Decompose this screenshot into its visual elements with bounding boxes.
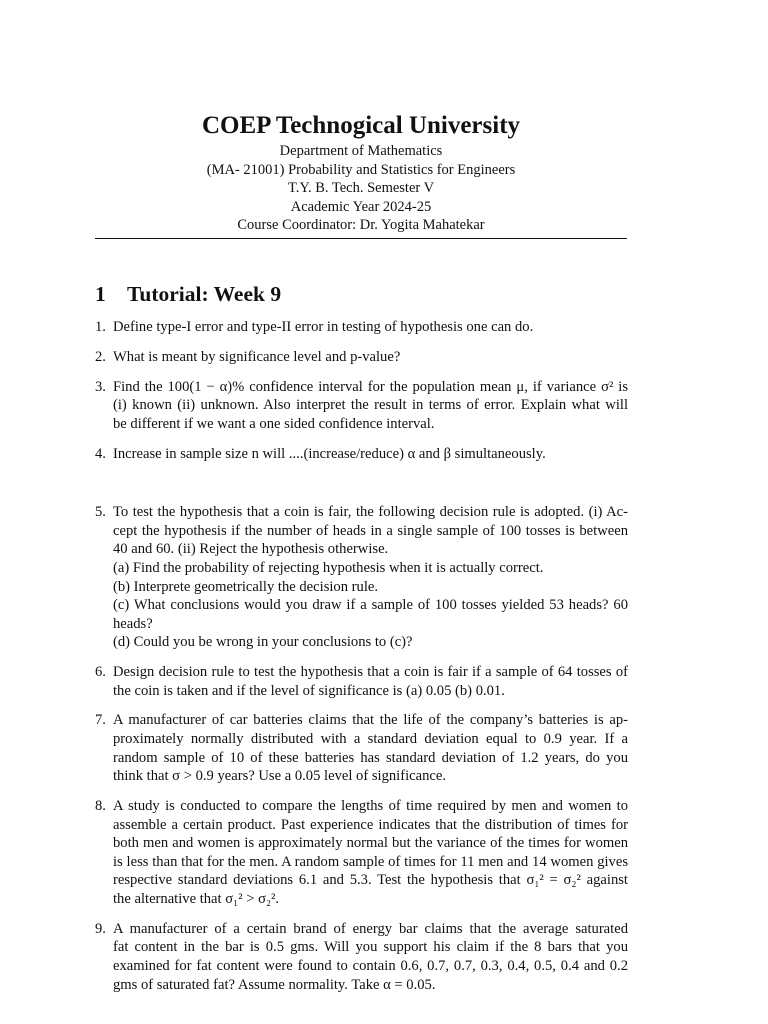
question-text: random sample of 10 of these batteries has standard deviation of 1.2 years, do you <box>113 749 628 766</box>
question-number: 5. <box>95 504 106 521</box>
question-number: 3. <box>95 378 106 395</box>
subpart-text: heads? <box>113 615 153 632</box>
question-text: the alternative that σ₁² > σ₂². <box>113 890 280 907</box>
question-text: respective standard deviations 6.1 and 5.3. Test the hypothesis that σ₁² = σ₂² against <box>113 872 628 889</box>
question-number: 7. <box>95 712 106 729</box>
university-name: COEP Technogical University <box>201 112 521 139</box>
question-text: think that σ > 0.9 years? Use a 0.05 level of significance. <box>113 768 447 785</box>
question-text: Define type-I error and type-II error in testing of hypothesis one can do. <box>113 319 534 335</box>
question-text: be different if we want a one sided confidence interval. <box>113 415 435 432</box>
question-item <box>95 445 628 464</box>
section-number: 1 <box>95 282 106 306</box>
question-number: 4. <box>95 445 106 462</box>
section-heading <box>95 280 281 308</box>
question-item <box>95 348 628 367</box>
question-item <box>95 503 628 652</box>
question-number: 9. <box>95 920 106 937</box>
question-text: proximately normally distributed with a standard deviation equal to 0.9 year. If a <box>113 731 628 748</box>
question-item <box>95 663 628 700</box>
question-text: What is meant by significance level and p-value? <box>113 348 401 365</box>
question-item <box>95 378 628 434</box>
question-text: is less than that for the men. A random sample of times for 11 men and 14 women gives <box>113 853 628 870</box>
program-semester: T.Y. B. Tech. Semester V <box>287 180 435 197</box>
question-item <box>95 318 628 337</box>
document-header <box>95 110 627 235</box>
question-text: cept the hypothesis if the number of heads in a single sample of 100 tosses is between <box>113 522 628 539</box>
question-text: the coin is taken and if the level of significance is (a) 0.05 (b) 0.01. <box>113 682 505 699</box>
question-text: gms of saturated fat? Assume normality. Take α = 0.05. <box>113 976 436 993</box>
question-text: fat content in the bar is 0.5 gms. Will you support his claim if the 8 bars that you <box>113 939 628 956</box>
question-text: both men and women is approximately normal but the variance of the times for women <box>113 835 628 852</box>
course-coordinator: Course Coordinator: Dr. Yogita Mahatekar <box>237 217 485 234</box>
question-text: Find the 100(1 − α)% confidence interval for the population mean μ, if variance σ² is <box>113 378 628 395</box>
question-text: 40 and 60. (ii) Reject the hypothesis otherwise. <box>113 541 389 558</box>
question-text: examined for fat content were found to contain 0.6, 0.7, 0.7, 0.3, 0.4, 0.5, 0.4 and 0.2 <box>113 957 628 974</box>
question-list <box>95 318 628 1005</box>
question-number: 2. <box>95 348 106 365</box>
question-number: 8. <box>95 798 106 814</box>
subpart-text: (b) Interprete geometrically the decision rule. <box>113 578 379 595</box>
subpart-text: (c) What conclusions would you draw if a sample of 100 tosses yielded 53 heads? 60 <box>113 597 628 614</box>
question-text: A manufacturer of a certain brand of energy bar claims that the average saturated <box>113 920 628 937</box>
question-text: A manufacturer of car batteries claims that the life of the company’s batteries is ap- <box>113 712 628 729</box>
academic-year: Academic Year 2024-25 <box>290 198 432 215</box>
header-divider <box>95 238 627 239</box>
question-text: assemble a certain product. Past experience indicates that the distribution of times for <box>113 816 628 833</box>
question-item <box>95 711 628 785</box>
question-text: To test the hypothesis that a coin is fair, the following decision rule is adopted. (i) Ac- <box>113 504 628 521</box>
question-text: Increase in sample size n will ....(increase/reduce) α and β simultaneously. <box>113 445 546 462</box>
question-item <box>95 920 628 994</box>
section-title: Tutorial: Week 9 <box>127 282 282 306</box>
course-title: (MA- 21001) Probability and Statistics for Engineers <box>206 161 516 178</box>
question-number: 1. <box>95 319 106 335</box>
subpart-text: (a) Find the probability of rejecting hypothesis when it is actually correct. <box>113 559 544 576</box>
question-item <box>95 797 628 909</box>
question-text: Design decision rule to test the hypothesis that a coin is fair if a sample of 64 tosses of <box>113 664 628 681</box>
question-number: 6. <box>95 664 106 681</box>
question-text: (i) known (ii) unknown. Also interpret the result in terms of error. Explain what will <box>113 397 628 414</box>
subpart-text: (d) Could you be wrong in your conclusions to (c)? <box>113 634 413 651</box>
question-text: A study is conducted to compare the lengths of time required by men and women to <box>113 798 628 814</box>
department-name: Department of Mathematics <box>279 143 443 159</box>
